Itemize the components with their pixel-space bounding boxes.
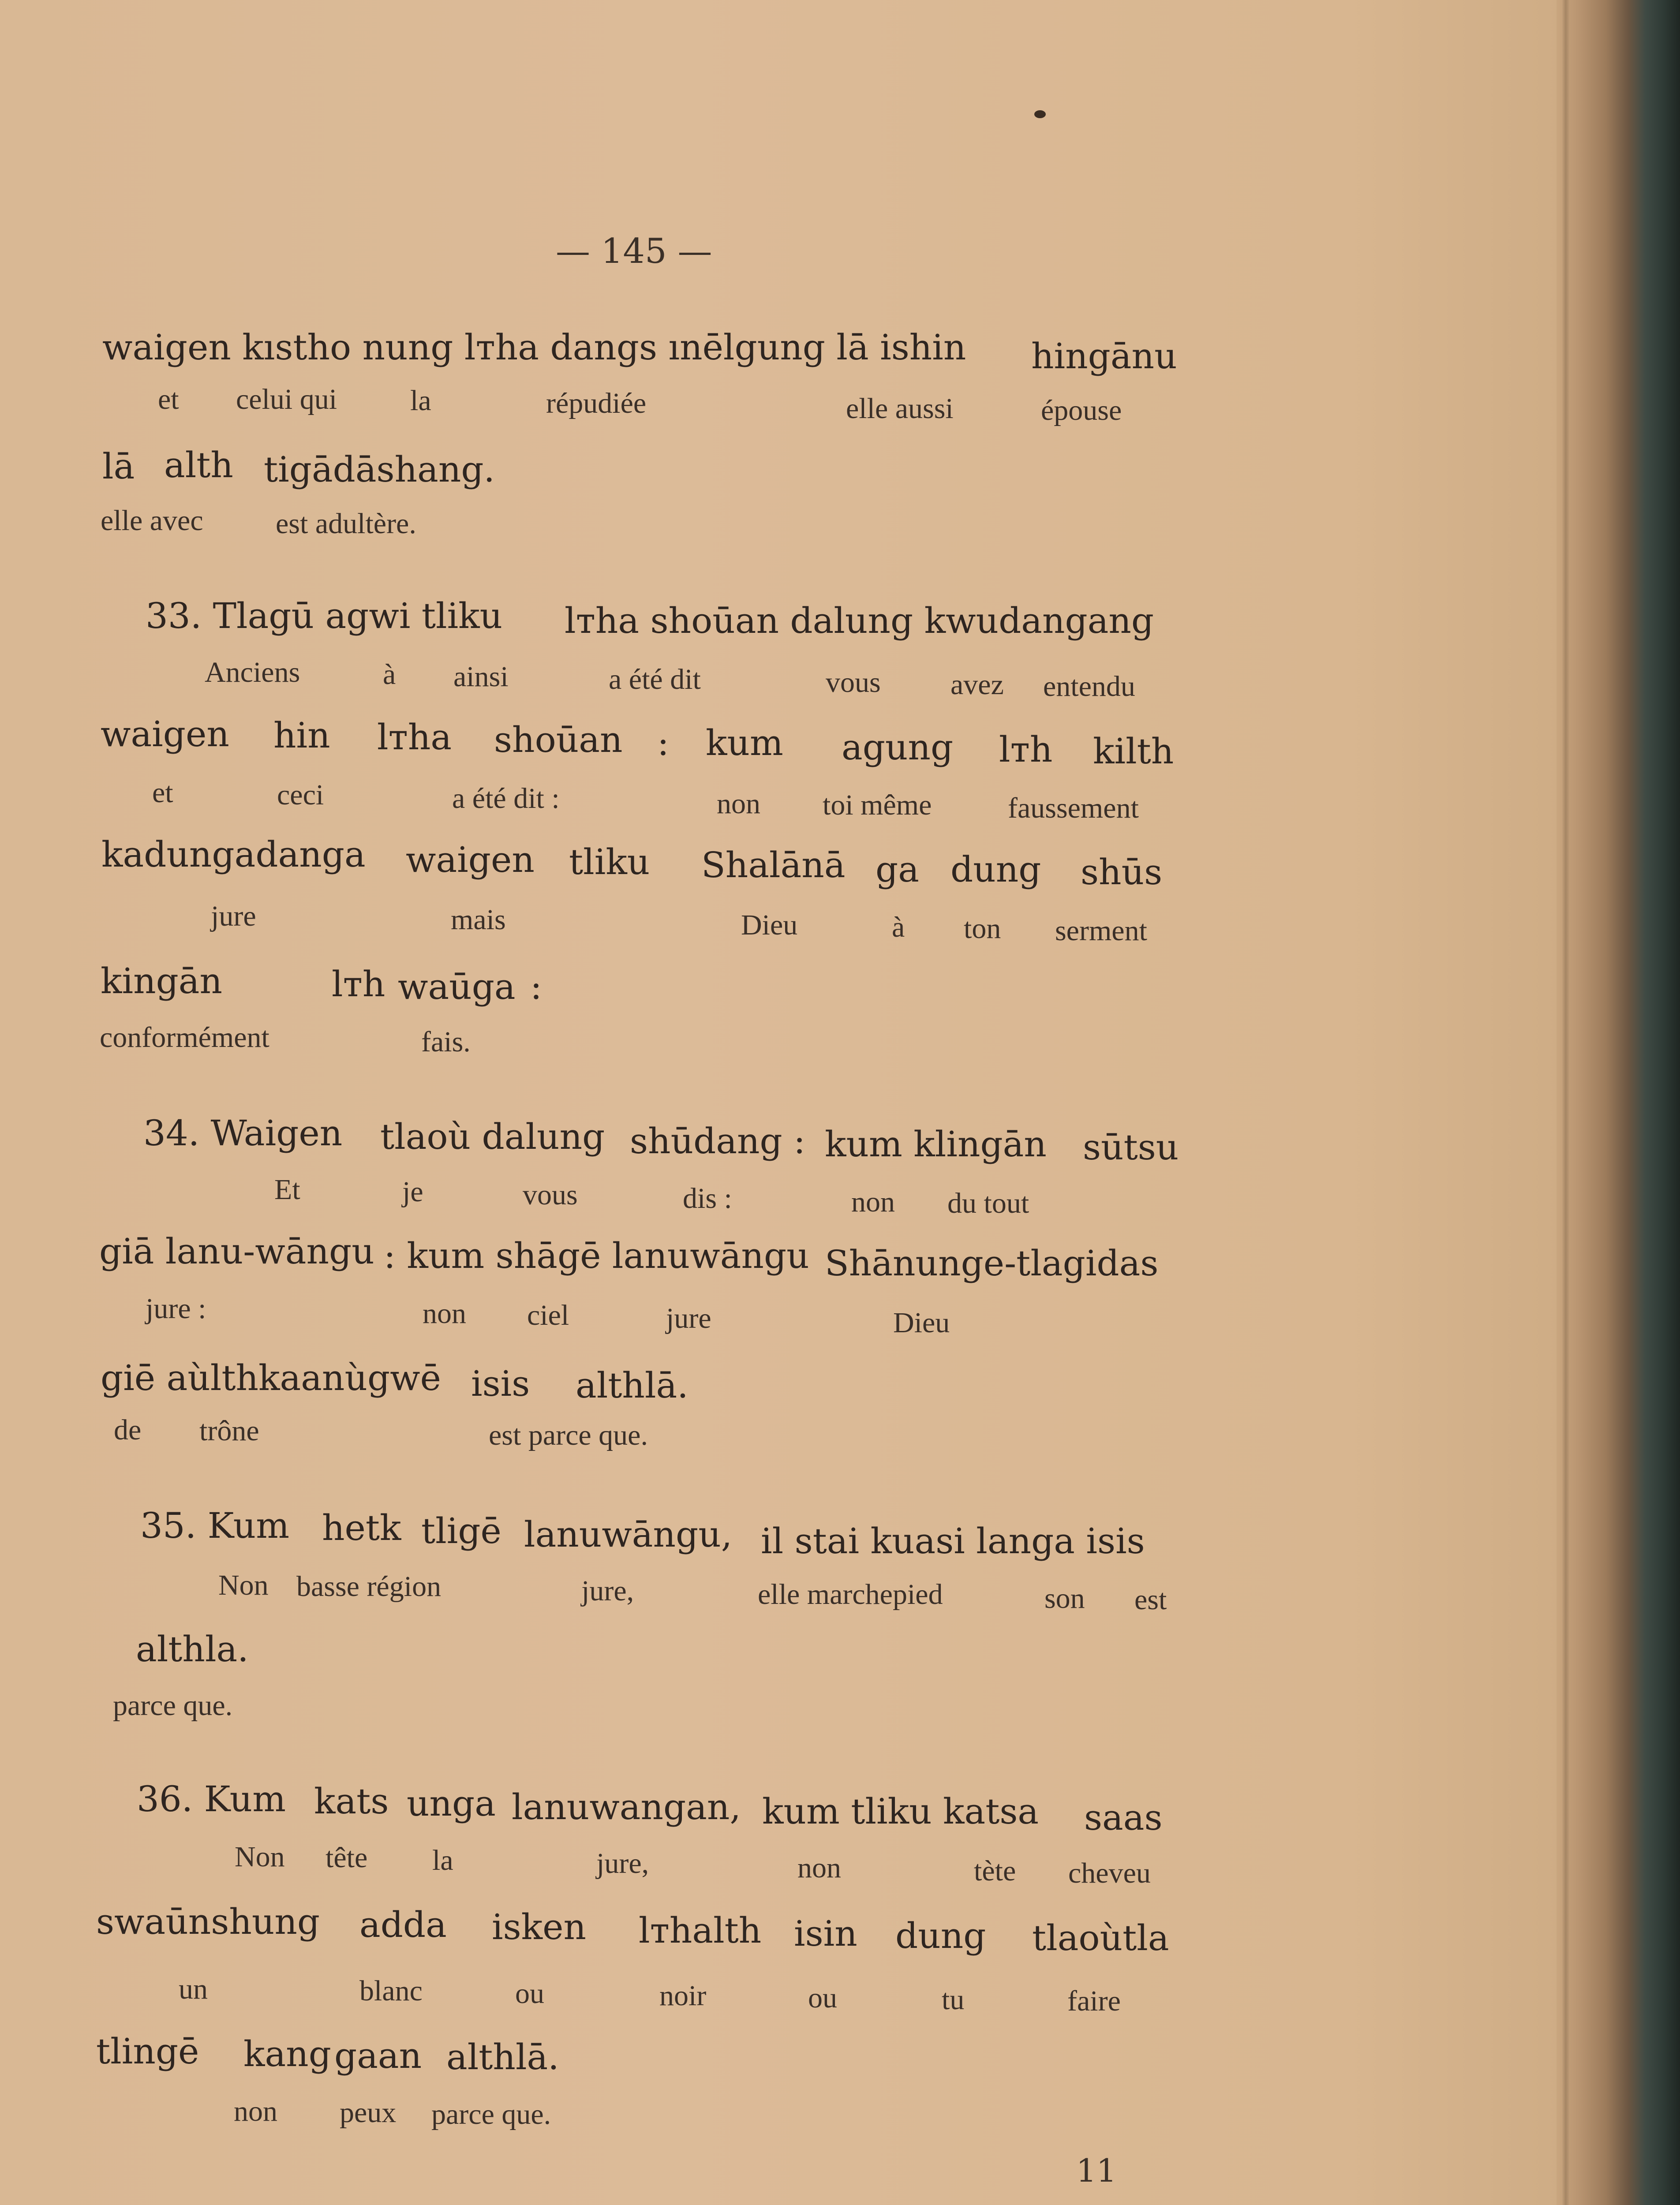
haida-word: adda (359, 1904, 447, 1945)
haida-word: tliku (569, 841, 650, 882)
gloss-word: a été dit : (452, 782, 560, 815)
gloss-word: non (797, 1852, 841, 1884)
haida-word: ga (876, 849, 919, 890)
signature-mark: 11 (1076, 2152, 1117, 2189)
gloss-word: Anciens (205, 656, 300, 688)
book-binding (1557, 0, 1680, 2205)
haida-word: waigen (101, 714, 229, 755)
haida-word: shūdang : (630, 1121, 806, 1162)
haida-word: kilth (1093, 731, 1174, 772)
gloss-word: la (432, 1844, 453, 1876)
haida-word: lanuwāngu, (524, 1514, 733, 1555)
haida-word: kingān (101, 960, 223, 1002)
gloss-word: cheveu (1068, 1857, 1151, 1889)
gloss-word: jure (211, 900, 256, 932)
gloss-word: épouse (1041, 394, 1122, 426)
gloss-word: conformément (100, 1021, 269, 1054)
gloss-word: ton (964, 912, 1001, 945)
haida-word: lтh (999, 729, 1053, 770)
haida-word: saas (1084, 1797, 1163, 1838)
haida-word: tlaoù dalung (380, 1116, 605, 1157)
gloss-word: celui qui (236, 383, 337, 415)
gloss-word: à (383, 658, 396, 691)
gloss-word: tète (974, 1855, 1016, 1887)
haida-word: lanuwangan, (512, 1786, 741, 1828)
haida-word: dung (895, 1915, 986, 1956)
gloss-word: est (1134, 1584, 1167, 1616)
gloss-word: jure : (146, 1293, 206, 1325)
gloss-word: Dieu (893, 1307, 950, 1339)
gloss-word: est parce que. (489, 1419, 648, 1451)
haida-word: Shalānā (701, 845, 846, 886)
haida-line: 33. Tlagū agwi tliku (146, 595, 503, 636)
haida-word: agung (842, 727, 954, 768)
gloss-word: Dieu (741, 909, 798, 941)
gloss-word: vous (826, 666, 881, 699)
gloss-word: Et (274, 1174, 300, 1206)
gloss-word: mais (451, 904, 506, 936)
haida-word: il stai kuasi langa isis (761, 1521, 1145, 1562)
haida-word: isin (794, 1913, 857, 1954)
haida-word: shūs (1081, 852, 1163, 893)
haida-word: kum tliku katsa (762, 1791, 1039, 1832)
gloss-word: je (402, 1176, 423, 1208)
gloss-word: un (179, 1973, 208, 2005)
gloss-word: tu (942, 1984, 965, 2016)
gloss-word: entendu (1043, 670, 1135, 703)
haida-word: waūga (398, 966, 516, 1007)
gloss-word: son (1044, 1582, 1085, 1615)
haida-word: unga (407, 1783, 496, 1824)
gloss-word: toi même (823, 789, 932, 821)
gloss-word: et (152, 777, 173, 809)
gloss-word: jure (666, 1302, 711, 1334)
haida-word: lтhalth (639, 1910, 762, 1951)
gloss-word: parce que. (431, 2098, 551, 2130)
haida-word: kang (243, 2033, 331, 2074)
haida-word: kum (706, 722, 783, 763)
gloss-word: Non (218, 1569, 269, 1601)
haida-word: tigādāshang. (264, 449, 495, 490)
gloss-word: jure, (581, 1575, 634, 1607)
haida-word: : kum shāgē lanuwāngu (384, 1235, 809, 1276)
haida-word: dung (950, 849, 1041, 890)
haida-word: tlingē (96, 2031, 199, 2072)
gloss-word: faire (1067, 1985, 1121, 2017)
gloss-word: jure, (596, 1847, 649, 1880)
haida-word: sūtsu (1083, 1127, 1179, 1168)
gloss-word: non (717, 788, 760, 820)
gloss-word: trône (199, 1415, 259, 1447)
haida-word: lтha (377, 717, 452, 758)
haida-word: kats (314, 1781, 389, 1822)
gloss-word: dis : (683, 1182, 732, 1215)
gloss-word: ainsi (453, 661, 509, 693)
haida-word: hetk (322, 1507, 401, 1548)
gloss-word: fais. (421, 1026, 471, 1058)
haida-word: kum klingān (825, 1124, 1047, 1165)
gloss-word: ou (808, 1982, 837, 2014)
gloss-word: non (851, 1186, 895, 1218)
gloss-word: elle avec (101, 505, 203, 537)
gloss-word: noir (659, 1980, 707, 2012)
gloss-word: serment (1055, 915, 1147, 947)
haida-word: alth (164, 445, 233, 486)
ink-spot (1034, 110, 1046, 118)
gloss-word: répudiée (546, 387, 647, 419)
gloss-word: peux (340, 2097, 397, 2129)
gloss-word: elle aussi (846, 392, 954, 425)
haida-word: swaūnshung (96, 1901, 320, 1942)
haida-word: hin (273, 715, 330, 756)
haida-word: isken (492, 1906, 586, 1947)
haida-word: gaan (334, 2035, 422, 2076)
gloss-word: et (158, 383, 179, 415)
haida-word: 34. Waigen (143, 1113, 343, 1154)
gloss-word: faussement (1008, 792, 1139, 824)
gloss-word: ceci (277, 779, 324, 811)
haida-word: giā lanu-wāngu (99, 1231, 374, 1272)
haida-word: isis (471, 1363, 530, 1404)
haida-word: Shānunge-tlagidas (825, 1243, 1159, 1284)
gloss-word: ou (515, 1977, 544, 2010)
gloss-word: blanc (359, 1975, 423, 2007)
haida-word: : (657, 722, 669, 763)
haida-word: lā (102, 446, 135, 487)
gloss-word: non (234, 2095, 277, 2127)
haida-line: waigen kıstho nung lтha dangs ınēlgung lā ishin (102, 327, 966, 368)
gloss-word: Non (235, 1841, 285, 1873)
gloss-word: vous (523, 1179, 578, 1211)
gloss-word: a été dit (609, 663, 701, 695)
haida-word: tligē (421, 1510, 501, 1551)
haida-word: tlaoùtla (1032, 1917, 1169, 1958)
gloss-word: tête (326, 1842, 368, 1874)
gloss-word: basse région (296, 1570, 442, 1603)
haida-word: kadungadanga (101, 834, 366, 875)
gloss-word: parce que. (113, 1689, 233, 1722)
gloss-word: la (410, 385, 431, 417)
gloss-word: avez (950, 669, 1004, 701)
page-gutter-shadow (1562, 0, 1570, 2205)
haida-word: althla. (136, 1629, 249, 1670)
haida-word: : (530, 966, 542, 1007)
haida-word: 36. Kum (137, 1779, 286, 1820)
haida-word: lтh (332, 964, 385, 1005)
page-number: — 145 — (556, 232, 712, 271)
gloss-word: à (892, 911, 905, 943)
haida-word: althlā. (446, 2037, 559, 2078)
haida-word: giē aùlthkaanùgwē (101, 1357, 441, 1398)
haida-word: althlā. (576, 1365, 688, 1406)
gloss-word: non (423, 1297, 466, 1330)
haida-word: shoūan (494, 719, 623, 760)
haida-word: hingānu (1031, 336, 1177, 377)
gloss-word: de (114, 1414, 142, 1446)
haida-word: waigen (406, 839, 535, 880)
gloss-word: elle marchepied (758, 1578, 943, 1611)
haida-word: 35. Kum (140, 1505, 290, 1546)
haida-line: lтha shoūan dalung kwudangang (565, 600, 1154, 641)
gloss-word: du tout (947, 1187, 1029, 1219)
gloss-word: est adultère. (276, 508, 416, 540)
gloss-word: ciel (527, 1299, 569, 1331)
